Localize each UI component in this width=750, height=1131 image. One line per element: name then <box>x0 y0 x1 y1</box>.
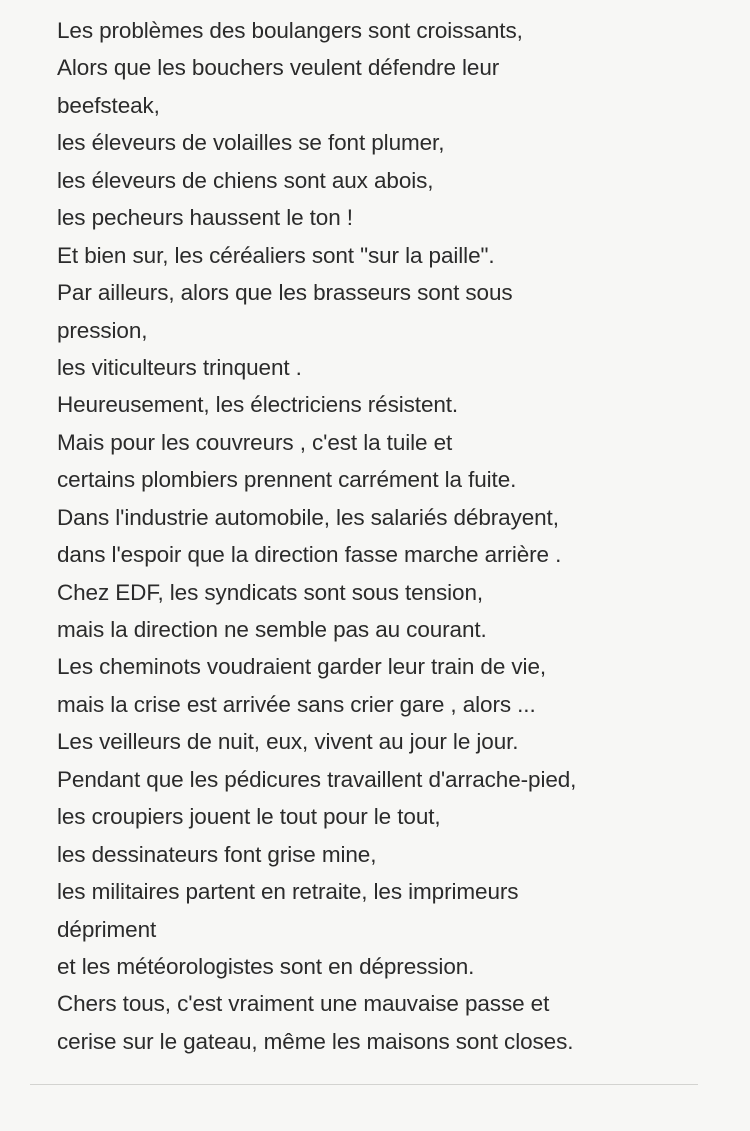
poem-line: Chez EDF, les syndicats sont sous tension, <box>57 579 484 605</box>
poem-line: Et bien sur, les céréaliers sont "sur la paille". <box>57 242 495 268</box>
poem-line: Par ailleurs, alors que les brasseurs sont sous <box>57 280 513 306</box>
poem-line: les militaires partent en retraite, les imprimeurs <box>57 879 519 905</box>
poem-line: Alors que les bouchers veulent défendre leur <box>57 55 500 81</box>
poem-line: les croupiers jouent le tout pour le tout, <box>57 804 441 830</box>
poem-line: Les veilleurs de nuit, eux, vivent au jour le jour. <box>57 729 519 755</box>
poem-line: les viticulteurs trinquent . <box>57 354 302 380</box>
poem-line: cerise sur le gateau, même les maisons sont closes. <box>57 1028 574 1054</box>
poem-line: dans l'espoir que la direction fasse marche arrière . <box>57 542 562 568</box>
poem-line: les dessinateurs font grise mine, <box>57 841 377 867</box>
divider <box>30 1084 698 1085</box>
poem-line: Heureusement, les électriciens résistent. <box>57 392 459 418</box>
poem-line: les éleveurs de chiens sont aux abois, <box>57 167 434 193</box>
poem-line: et les météorologistes sont en dépression. <box>57 953 475 979</box>
poem-text <box>57 12 737 1060</box>
poem-line: Dans l'industrie automobile, les salariés débrayent, <box>57 504 559 530</box>
poem-line: certains plombiers prennent carrément la fuite. <box>57 467 517 493</box>
poem-line: Les problèmes des boulangers sont croissants, <box>57 18 523 43</box>
poem-line: Les cheminots voudraient garder leur train de vie, <box>57 654 547 680</box>
poem-line: les éleveurs de volailles se font plumer, <box>57 130 445 156</box>
poem-line: beefsteak, <box>57 92 160 118</box>
poem-line: les pecheurs haussent le ton ! <box>57 205 353 231</box>
poem-line: Chers tous, c'est vraiment une mauvaise passe et <box>57 991 550 1017</box>
poem-line: Pendant que les pédicures travaillent d'arrache-pied, <box>57 766 577 792</box>
text-cutoff-mask <box>0 1084 750 1131</box>
poem-line: dépriment <box>57 916 157 942</box>
poem-line: Mais pour les couvreurs , c'est la tuile et <box>57 429 453 455</box>
poem-line: mais la crise est arrivée sans crier gare , alors ... <box>57 691 536 717</box>
poem-line: pression, <box>57 317 148 343</box>
poem-line: mais la direction ne semble pas au courant. <box>57 617 487 642</box>
